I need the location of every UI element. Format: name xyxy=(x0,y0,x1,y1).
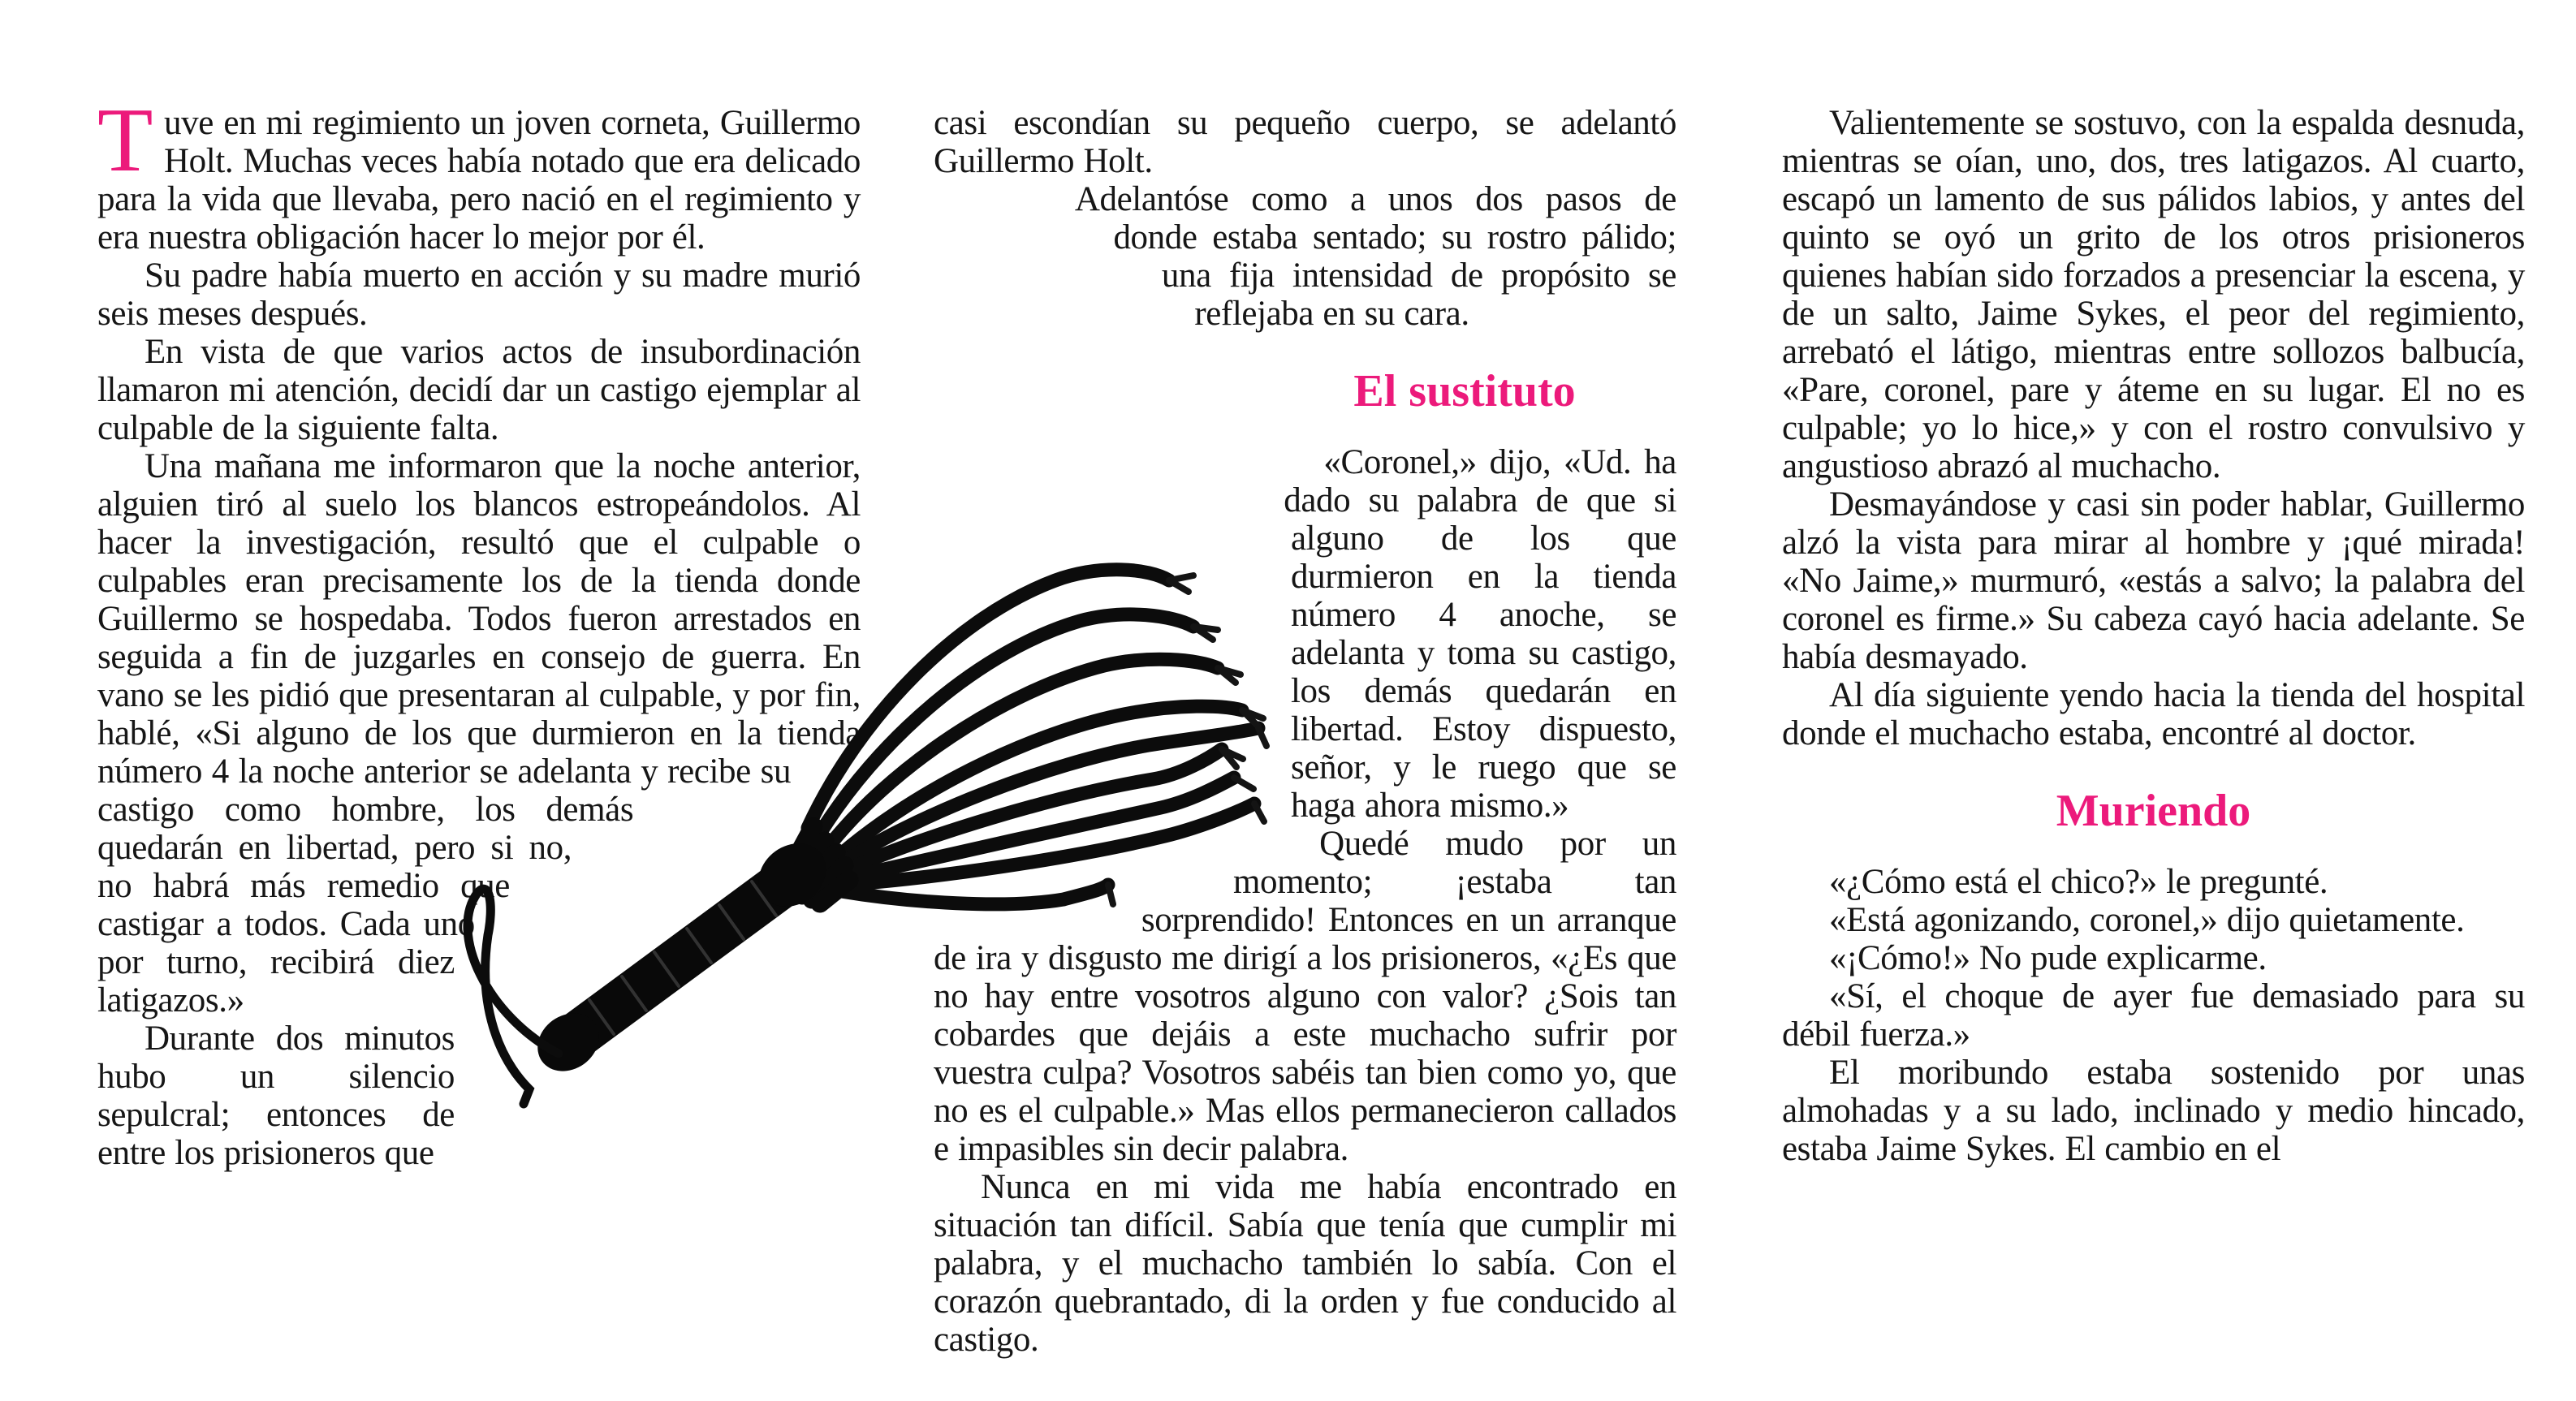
text-column-1 xyxy=(97,90,861,1321)
paragraph-text: uve en mi regimiento un joven corneta, Guillermo Holt. Muchas veces había notado que era delicado para la vida que llevaba, pero nació en el regimiento y era nuestra obligación hacer lo mejor por él. xyxy=(97,104,861,256)
paragraph: En vista de que varios actos de insubordinación llamaron mi atención, decidí dar un castigo ejemplar al culpable de la siguiente falta. xyxy=(97,333,861,447)
paragraph: Una mañana me informaron que la noche anterior, alguien tiró al suelo los blancos estropeándolos. Al hacer la investigación, resultó que el culpable o culpables eran precisamente los de la tienda donde Guillermo se hospedaba. Todos fueron arrestados en seguida a fin de juzgarles en consejo de guerra. En vano se les pidió que presentaran al culpable, y por fin, hablé, «Si alguno de los que durmieron en la tienda número 4 la noche anterior se adelanta y recibe su castigo como hombre, los demás quedarán en libertad, pero si no, no habrá más remedio que castigar a todos. Cada uno por turno, recibirá diez latigazos.» xyxy=(97,447,861,1019)
paragraph: casi escondían su pequeño cuerpo, se adelantó Guillermo Holt. xyxy=(934,104,1676,180)
section-heading-el-sustituto: El sustituto xyxy=(1353,366,1576,416)
section-heading-muriendo: Muriendo xyxy=(2056,786,2251,836)
paragraph: «Sí, el choque de ayer fue demasiado para su débil fuerza.» xyxy=(1782,977,2525,1054)
paragraph: Al día siguiente yendo hacia la tienda del hospital donde el muchacho estaba, encontré al doctor. xyxy=(1782,676,2525,752)
paragraph: Durante dos minutos hubo un silencio sepulcral; entonces de entre los prisioneros que xyxy=(97,1019,455,1172)
paragraph: «¿Cómo está el chico?» le pregunté. xyxy=(1829,863,2328,901)
paragraph: «¡Cómo!» No pude explicarme. xyxy=(1829,939,2267,977)
paragraph: Su padre había muerto en acción y su madre murió seis meses después. xyxy=(97,256,861,333)
paragraph: Valientemente se sostuvo, con la espalda desnuda, mientras se oían, uno, dos, tres latigazos. Al cuarto, escapó un lamento de sus pálidos labios, y antes del quinto se oyó un grito de los otros prisioneros quienes habían sido forzados a presenciar la escena, y de un salto, Jaime Sykes, el peor del regimiento, arrebató el látigo, mientras entre sollozos balbucía, «Pare, coronel, pare y áteme en su lugar. El no es culpable; yo lo hice,» y con el rostro convulsivo y angustioso abrazó al muchacho. xyxy=(1782,104,2525,485)
paragraph: «Está agonizando, coronel,» dijo quietamente. xyxy=(1829,901,2465,939)
text-column-2 xyxy=(934,104,1676,1359)
text-column-3 xyxy=(1782,104,2525,1321)
paragraph: El moribundo estaba sostenido por unas almohadas y a su lado, inclinado y medio hincado, estaba Jaime Sykes. El cambio en el xyxy=(1782,1054,2525,1168)
paragraph: Adelantóse como a unos dos pasos de donde estaba sentado; su rostro pálido; una fija intensidad de propósito se reflejaba en su cara. xyxy=(1074,180,1676,333)
paragraph: Desmayándose y casi sin poder hablar, Guillermo alzó la vista para mirar al hombre y ¡qué mirada! «No Jaime,» murmuró, «estás a salvo; la palabra del coronel es firme.» Su cabeza cayó hacia adelante. Se había desmayado. xyxy=(1782,485,2525,676)
drop-cap: T xyxy=(97,90,153,191)
paragraph: Quedé mudo por un momento; ¡estaba tan sorprendido! Entonces en un arranque de ira y disgusto me dirigí a los prisioneros, «¿Es que no hay entre vosotros alguno con valor? ¿Sois tan cobardes que dejáis a este muchacho sufrir por vuestra culpa? Vosotros sabéis tan bien como yo, que no es el culpable.» Mas ellos permanecieron callados e impasibles sin decir palabra. xyxy=(934,825,1676,1168)
paragraph: Nunca en mi vida me había encontrado en situación tan difícil. Sabía que tenía que cumplir mi palabra, y el muchacho también lo sabía. Con el corazón quebrantado, di la orden y fue conducido al castigo. xyxy=(934,1168,1676,1359)
paragraph: «Coronel,» dijo, «Ud. ha dado su palabra de que si alguno de los que durmieron en la tienda número 4 anoche, se adelanta y toma su castigo, los demás quedarán en libertad. Estoy dispuesto, señor, y le ruego que se haga ahora mismo.» xyxy=(1284,443,1676,825)
